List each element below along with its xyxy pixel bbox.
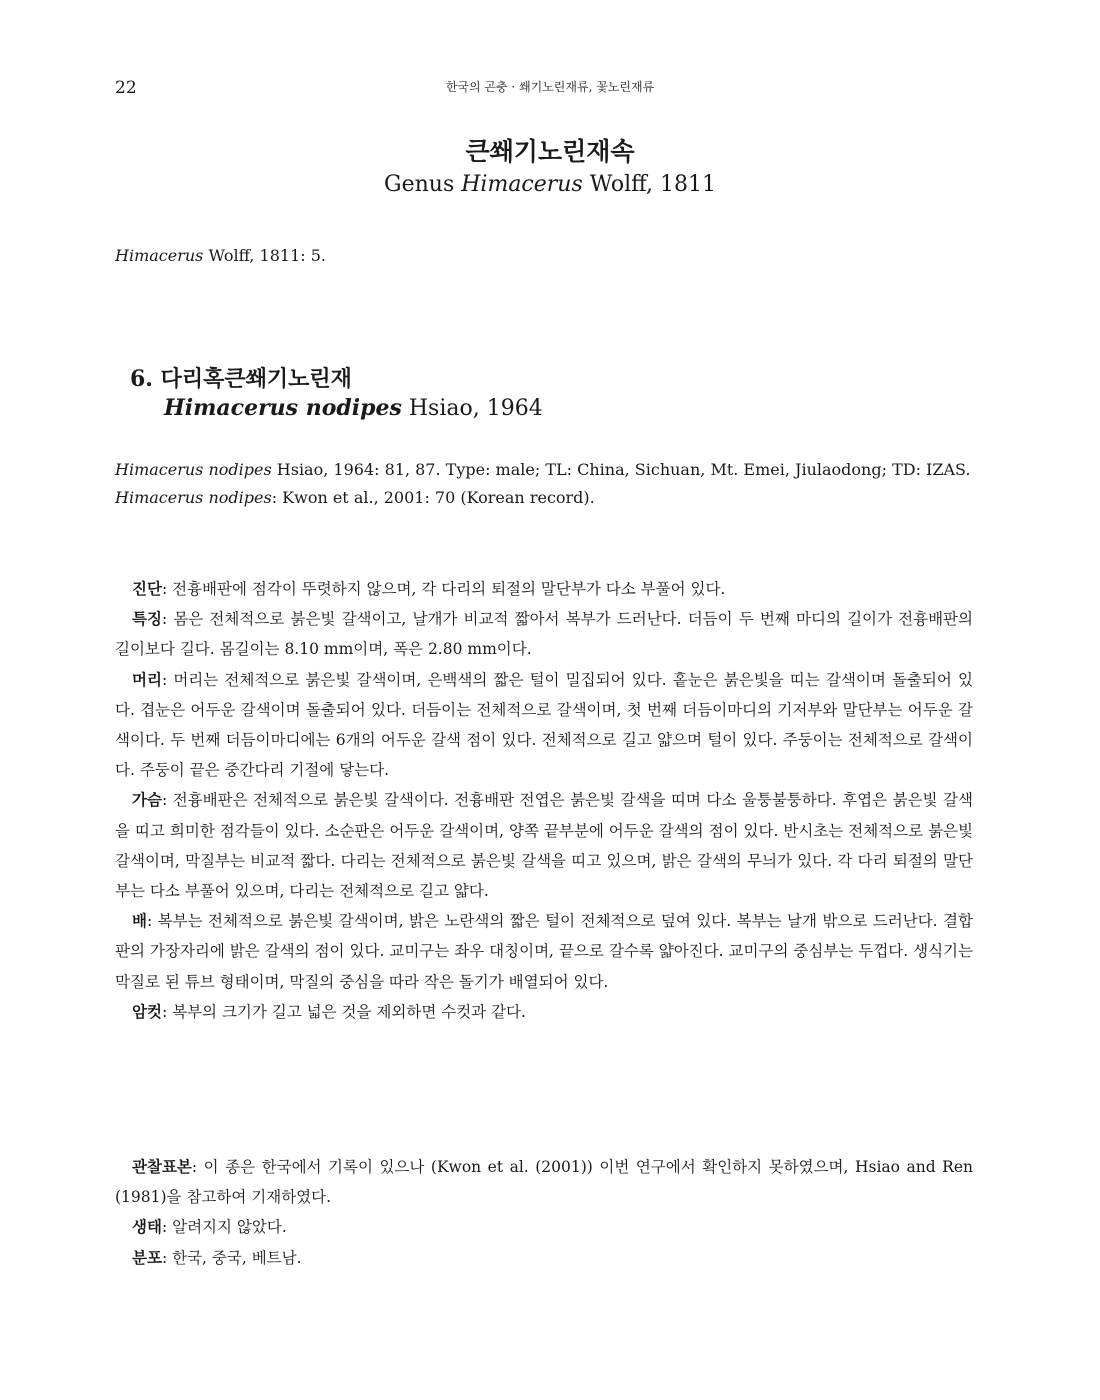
species-author: Hsiao, 1964 (401, 396, 543, 421)
description-section (115, 574, 973, 1027)
species-name: Himacerus nodipes (164, 395, 402, 421)
female-paragraph (115, 997, 973, 1027)
distribution-paragraph (115, 1243, 973, 1273)
running-title: 한국의 곤충 · 쐐기노린재류, 꽃노린재류 (445, 80, 655, 94)
diagnosis-label: 진단 (132, 579, 162, 598)
synonymy-entry (115, 484, 973, 512)
characters-label: 특징 (132, 609, 162, 629)
thorax-label: 가슴 (132, 790, 162, 810)
remarks-section (115, 1152, 973, 1273)
abdomen-text: : 복부는 전체적으로 붉은빛 갈색이며, 밝은 노란색의 짧은 털이 전체적으로 덮여 있다. 복부는 날개 밖으로 드러난다. 결합판의 가장자리에 밝은 갈색의 점이 있다. 교미구는 좌우 대칭이며, 끝으로 갈수록 얇아진다. 교미구의 중심부는 두껍다. 생식기는 막질로 된 튜브 형태이며, 막질의 중심을 따라 작은 돌기가 배열되어 있다. (115, 912, 973, 991)
genus-title-scientific (0, 172, 1100, 197)
synonymy-name: Himacerus nodipes (115, 488, 272, 507)
species-title-korean: 6. 다리혹큰쐐기노린재 (130, 366, 352, 392)
genus-title-korean: 큰쐐기노린재속 (465, 137, 635, 166)
genus-citation (115, 246, 326, 265)
distribution-text: : 한국, 중국, 베트남. (161, 1248, 302, 1267)
female-text: : 복부의 크기가 길고 넓은 것을 제외하면 수컷과 같다. (161, 1002, 526, 1021)
head-label: 머리 (132, 669, 162, 689)
synonymy-ref: : Kwon et al., 2001: 70 (Korean record). (271, 488, 595, 507)
thorax-paragraph (115, 785, 973, 906)
species-title-scientific (164, 395, 543, 421)
material-text: : 이 종은 한국에서 기록이 있으나 (Kwon et al. (2001)) 이번 연구에서 확인하지 못하였으며, Hsiao and Ren (1981)을 참고하여 기재하였다. (115, 1158, 973, 1207)
head-paragraph (115, 665, 973, 786)
material-label: 관찰표본 (132, 1157, 192, 1176)
distribution-label: 분포 (132, 1247, 162, 1267)
abdomen-label: 배 (132, 911, 147, 931)
synonymy-list (115, 456, 973, 512)
synonymy-name: Himacerus nodipes (115, 460, 272, 479)
diagnosis-text: : 전흉배판에 점각이 뚜렷하지 않으며, 각 다리의 퇴절의 말단부가 다소 부풀어 있다. (161, 580, 726, 598)
head-text: : 머리는 전체적으로 붉은빛 갈색이며, 은백색의 짧은 털이 밀집되어 있다. 홑눈은 붉은빛을 띠는 갈색이며 돌출되어 있다. 겹눈은 어두운 갈색이며 돌출되어 있다. 더듬이는 전체적으로 갈색이며, 첫 번째 더듬이마디의 기저부와 말단부는 어두운 갈색이다. 두 번째 더듬이마디에는 6개의 어두운 갈색 점이 있다. 전체적으로 길고 얇으며 털이 있다. 주둥이는 전체적으로 갈색이다. 주둥이 끝은 중간다리 기절에 닿는다. (115, 670, 973, 780)
diagnosis-paragraph (115, 574, 973, 604)
ecology-paragraph (115, 1212, 973, 1242)
thorax-text: : 전흉배판은 전체적으로 붉은빛 갈색이다. 전흉배판 전엽은 붉은빛 갈색을 띠며 다소 울퉁불퉁하다. 후엽은 붉은빛 갈색을 띠고 희미한 점각들이 있다. 소순판은 어두운 갈색이며, 양쪽 끝부분에 어두운 갈색의 점이 있다. 반시초는 전체적으로 붉은빛 갈색이며, 막질부는 비교적 짧다. 다리는 전체적으로 붉은빛 갈색을 띠고 있으며, 밝은 갈색의 무늬가 있다. 각 다리 퇴절의 말단부는 다소 부풀어 있으며, 다리는 전체적으로 길고 얇다. (115, 791, 973, 901)
female-label: 암컷 (132, 1001, 162, 1021)
page-number: 22 (115, 78, 137, 98)
abdomen-paragraph (115, 906, 973, 997)
genus-prefix: Genus (384, 172, 462, 197)
genus-name: Himacerus (461, 172, 583, 197)
material-paragraph (115, 1152, 973, 1212)
genus-citation-ref: Wolff, 1811: 5. (203, 246, 326, 265)
genus-author: Wolff, 1811 (582, 172, 716, 197)
synonymy-entry (115, 456, 973, 484)
ecology-label: 생태 (132, 1217, 162, 1237)
characters-paragraph (115, 604, 973, 664)
ecology-text: : 알려지지 않았다. (161, 1218, 287, 1237)
genus-citation-name: Himacerus (115, 246, 204, 265)
synonymy-ref: Hsiao, 1964: 81, 87. Type: male; TL: China, Sichuan, Mt. Emei, Jiulaodong; TD: IZAS. (271, 460, 971, 479)
characters-text: : 몸은 전체적으로 붉은빛 갈색이고, 날개가 비교적 짧아서 복부가 드러난다. 더듬이 두 번째 마디의 길이가 전흉배판의 길이보다 길다. 몸길이는 8.10 mm이며, 폭은 2.80 mm이다. (115, 610, 973, 659)
